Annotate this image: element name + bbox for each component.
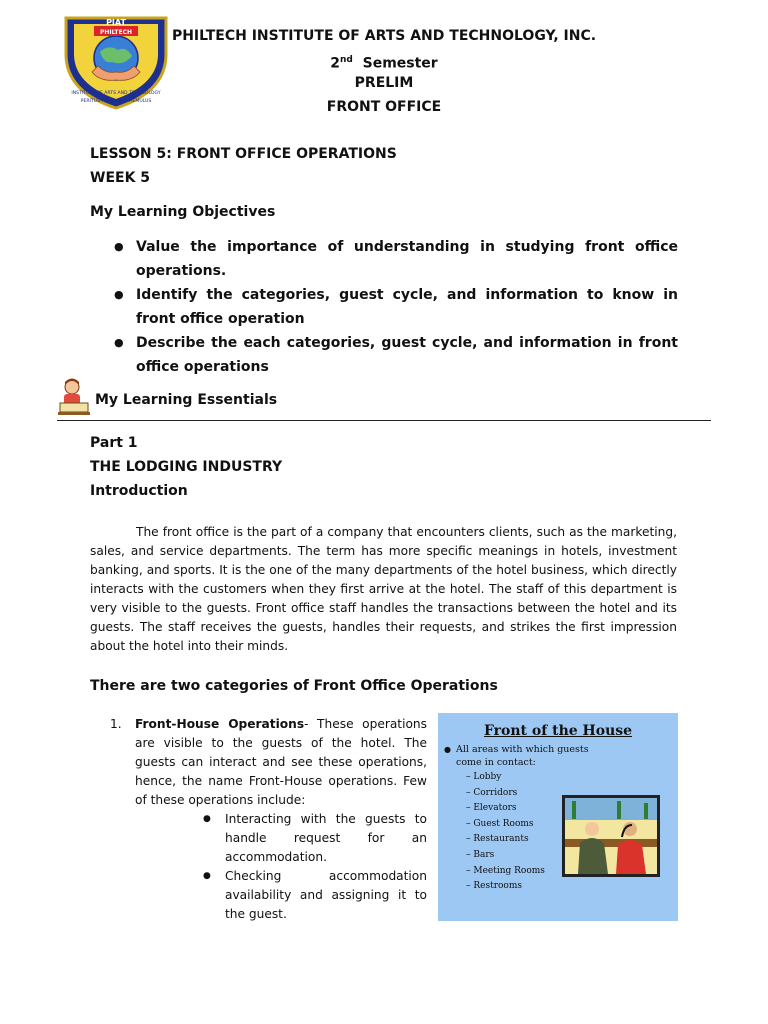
slide-lead: ● All areas with which guests come in contact: xyxy=(456,743,606,769)
lesson-week: WEEK 5 xyxy=(90,170,151,186)
slide-area-item: – Meeting Rooms xyxy=(466,865,545,876)
svg-text:PIAT: PIAT xyxy=(106,18,126,27)
essentials-heading: My Learning Essentials xyxy=(95,392,278,408)
category-item-front-house xyxy=(135,715,427,810)
objective-item: ● Value the importance of understanding in studying front office operations. xyxy=(108,235,678,283)
example-item: ● Interacting with the guests to handle request for an accommodation. xyxy=(225,810,427,867)
slide-title: Front of the House xyxy=(483,723,633,739)
objective-item: ● Describe the each categories, guest cycle, and information in front office operations xyxy=(108,331,678,379)
section-divider xyxy=(57,420,711,421)
category-item-number: 1. xyxy=(110,717,122,731)
front-of-house-slide xyxy=(438,713,678,921)
objectives-heading: My Learning Objectives xyxy=(90,204,276,220)
svg-text:PERITUS APPARATUS AEMULUS: PERITUS APPARATUS AEMULUS xyxy=(80,99,152,104)
slide-area-item: – Corridors xyxy=(466,787,518,798)
semester-word: Semester xyxy=(362,55,438,72)
semester-number: 2 xyxy=(330,55,341,72)
slide-areas-list xyxy=(466,770,545,895)
slide-area-item: – Bars xyxy=(466,849,495,860)
student-reading-icon xyxy=(57,377,91,417)
category-term: Front-House Operations xyxy=(135,717,305,731)
svg-text:PHILTECH: PHILTECH xyxy=(99,29,133,36)
bar-scene-clipart xyxy=(562,795,660,877)
objective-item: ● Identify the categories, guest cycle, and information to know in front office operation xyxy=(108,283,678,331)
subject-label: FRONT OFFICE xyxy=(326,99,442,115)
part-label: Part 1 xyxy=(90,435,138,451)
lesson-title: LESSON 5: FRONT OFFICE OPERATIONS xyxy=(90,146,397,162)
category-description: - These operations are visible to the guests of the hotel. The guests can interact and see these operations, hence, the name Front-House operations. Few of these operations include: xyxy=(135,717,427,807)
front-house-examples xyxy=(225,810,427,924)
slide-area-item: – Lobby xyxy=(466,772,502,782)
term-label: PRELIM xyxy=(354,75,414,91)
introduction-heading: Introduction xyxy=(90,483,188,499)
slide-area-item: – Restaurants xyxy=(466,834,529,845)
introduction-paragraph: The front office is the part of a company that encounters clients, such as the marketing, sales, and service departments. The term has more specific meanings in hotels, investment banking, and sports. It is the one of the many departments of the hotel business, which directly interacts with the customers when they first arrive at the hotel. The staff of this department is very visible to the guests. Front office staff handles the transactions between the hotel and its guests. The staff receives the guests, handles their requests, and strikes the first impression about the hotel into their minds. xyxy=(90,525,677,653)
example-item: ● Checking accommodation availability and assigning it to the guest. xyxy=(225,867,427,924)
slide-area-item: – Guest Rooms xyxy=(466,818,534,829)
categories-heading: There are two categories of Front Office Operations xyxy=(90,678,498,694)
slide-area-item: – Restrooms xyxy=(466,881,522,892)
semester-suffix: nd xyxy=(340,55,353,65)
part-title: THE LODGING INDUSTRY xyxy=(90,459,283,475)
objectives-list xyxy=(108,235,678,379)
slide-area-item: – Elevators xyxy=(466,803,517,814)
svg-text:INSTITUTE OF ARTS AND TECHNOLO: INSTITUTE OF ARTS AND TECHNOLOGY xyxy=(71,91,161,96)
institute-name: PHILTECH INSTITUTE OF ARTS AND TECHNOLOGY, INC. xyxy=(171,28,597,44)
